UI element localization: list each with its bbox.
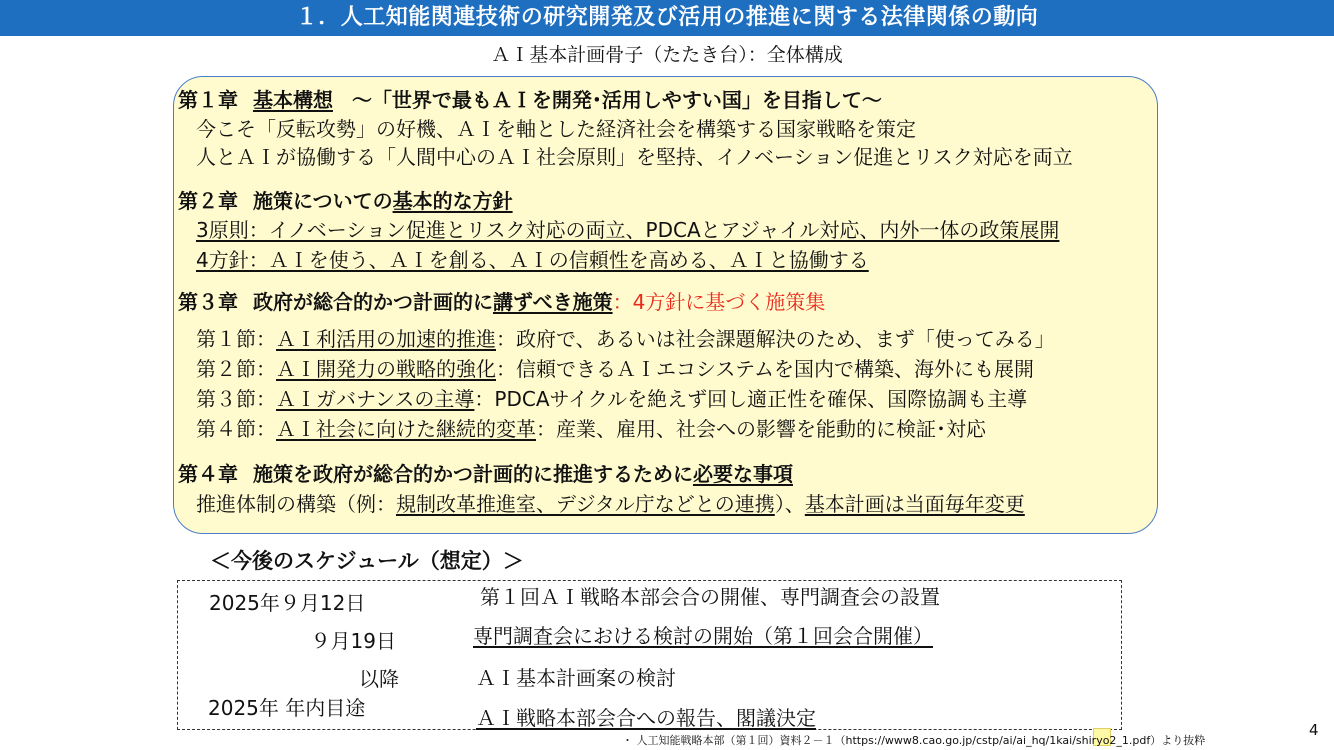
section-label: 第１節：	[196, 327, 276, 351]
chapter1-line-1: 今こそ「反転攻勢」の好機、ＡＩを軸とした経済社会を構築する国家戦略を策定	[196, 117, 916, 141]
chapter3-section-3	[196, 385, 1027, 413]
chapter1-heading	[178, 86, 882, 114]
section-desc: ：政府で、あるいは社会課題解決のため、まず「使ってみる」	[496, 327, 1055, 351]
chapter4-label: 第４章	[178, 462, 238, 486]
chapter4-line-mid: ）、	[774, 492, 805, 516]
schedule-date-2: ９月19日	[310, 629, 396, 653]
section-title: ＡＩガバナンスの主導	[276, 387, 475, 411]
section-title: ＡＩ利活用の加速的推進	[276, 327, 496, 351]
chapter3-section-4	[196, 415, 986, 443]
chapter2-principles: 3原則：イノベーション促進とリスク対応の両立、PDCAとアジャイル対応、内外一体の政策展開	[196, 218, 1060, 242]
schedule-event-2: 専門調査会における検討の開始（第１回会合開催）	[473, 624, 933, 648]
chapter3-title-pre: 政府が総合的かつ計画的に	[252, 290, 493, 314]
chapter2-label: 第２章	[178, 189, 238, 213]
schedule-event-3: ＡＩ基本計画案の検討	[476, 666, 676, 690]
chapter2-title-pre: 施策についての	[252, 189, 393, 213]
footnote: ・ 人工知能戦略本部（第１回）資料２－１（https://www8.cao.go.jp/cstp/ai/ai_hq/1kai/shiryo2_1.pdf）より抜粋	[622, 734, 1206, 747]
chapter4-heading	[178, 460, 793, 488]
page-subtitle: ＡＩ基本計画骨子（たたき台）：全体構成	[491, 44, 843, 66]
chapter1-tagline: ～「世界で最もＡＩを開発･活用しやすい国」を目指して～	[351, 88, 882, 112]
chapter3-label: 第３章	[178, 290, 238, 314]
schedule-date-4: 2025年 年内目途	[208, 696, 366, 720]
chapter4-line-pre: 推進体制の構築（例：	[196, 492, 396, 516]
section-label: 第４節：	[196, 417, 276, 441]
schedule-event-4: ＡＩ戦略本部会合への報告、閣議決定	[476, 706, 816, 730]
section-desc: ：PDCAサイクルを絶えず回し適正性を確保、国際協調も主導	[474, 387, 1028, 411]
section-desc: ：産業、雇用、社会への影響を能動的に検証･対応	[536, 417, 986, 441]
section-label: 第３節：	[196, 387, 276, 411]
chapter4-line	[196, 490, 1025, 518]
schedule-date-3: 以降	[359, 667, 399, 691]
schedule-event-1: 第１回ＡＩ戦略本部会合の開催、専門調査会の設置	[480, 585, 940, 609]
page-number: 4	[1309, 721, 1319, 739]
section-title: ＡＩ社会に向けた継続的変革	[276, 417, 536, 441]
chapter1-label: 第１章	[178, 88, 238, 112]
chapter1-title: 基本構想	[252, 88, 333, 112]
section-label: 第２節：	[196, 357, 276, 381]
chapter2-heading	[178, 187, 513, 215]
section-title: ＡＩ開発力の戦略的強化	[276, 357, 496, 381]
schedule-title: ＜今後のスケジュール（想定）＞	[210, 549, 524, 573]
chapter3-title-note: ：4方針に基づく施策集	[612, 290, 826, 314]
chapter3-heading	[178, 288, 825, 316]
chapter4-line-underlined-1: 規制改革推進室、デジタル庁などとの連携	[396, 492, 775, 516]
chapter4-title-pre: 施策を政府が総合的かつ計画的に推進するために	[252, 462, 693, 486]
section-desc: ：信頼できるＡＩエコシステムを国内で構築、海外にも展開	[496, 357, 1034, 381]
chapter2-title-underlined: 基本的な方針	[392, 189, 513, 213]
chapter3-section-2	[196, 355, 1034, 383]
chapter4-title-underlined: 必要な事項	[692, 462, 793, 486]
chapter2-policies: 4方針：ＡＩを使う、ＡＩを創る、ＡＩの信頼性を高める、ＡＩと協働する	[196, 248, 869, 272]
page-header: １．人工知能関連技術の研究開発及び活用の推進に関する法律関係の動向	[0, 0, 1334, 36]
chapter1-line-2: 人とＡＩが協働する「人間中心のＡＩ社会原則」を堅持、イノベーション促進とリスク対応を両立	[196, 145, 1073, 169]
chapter4-line-underlined-2: 基本計画は当面毎年変更	[804, 492, 1025, 516]
chapter3-section-1	[196, 325, 1055, 353]
schedule-date-1: 2025年９月12日	[209, 591, 366, 615]
chapter3-title-underlined: 講ずべき施策	[492, 290, 613, 314]
